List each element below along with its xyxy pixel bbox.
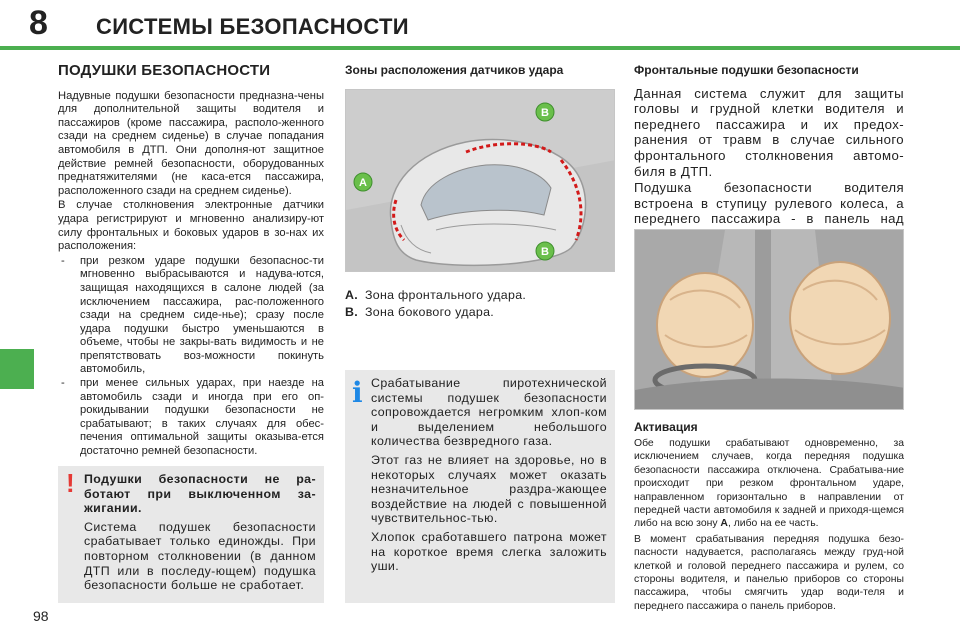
zone-label-b-top: B	[541, 107, 549, 119]
info-text	[371, 376, 607, 578]
warning-icon: !	[66, 468, 75, 498]
column-airbags-intro	[58, 64, 324, 459]
zones-legend	[345, 287, 615, 321]
list-item: - при резком ударе подушки безопаснос-ти мгновенно выбрасываются и надува-ются, защищая находящихся в салоне людей (за исключением пассажира, рас-положенного сзади на среднем сиде-нье); сразу после удара подушки быстро уменьшаются в объеме, чтобы не закры-вать видимость и не препятствовать воз-можности покинуть автомобиль,	[58, 255, 324, 377]
column-front-airbags	[634, 64, 904, 244]
list-item: - при менее сильных ударах, при наезде на автомобиль сзади и иногда при его оп-рокидывании подушки безопасности не срабатывают; в таких случаях для обес-печения оптимальной защиты оказыва-ется достаточно ремней безопасности.	[58, 377, 324, 459]
paragraph: В момент срабатывания передняя подушка безо-пасности надувается, располагаясь между груд-ной клеткой и головой переднего пассажира и рулем, со стороны водителя, и панелью приборов со стороны пассажира, чтобы смягчить удар води-теля и переднего пассажира о панель приборов.	[634, 533, 904, 612]
legend-text: Зона фронтального удара.	[365, 288, 527, 302]
paragraph: Надувные подушки безопасности предназна-чены для дополнительной защиты водителя и пассажиров (кроме пассажира, располо-женного сзади на среднем сиденье) в случае попадания автомобиля в ДТП. Они дополня-ют защитное действие ремней безопасности, оборудованных преднатяжителями (не каса-ется пассажира, расположенного сзади на среднем сиденье).	[58, 89, 324, 197]
paragraph: Подушка безопасности водителя встроена в ступицу рулевого колеса, а переднего пассажира - в панель над	[634, 180, 904, 227]
chapter-number: 8	[29, 4, 48, 42]
chapter-side-tab	[0, 349, 34, 389]
info-note	[345, 370, 615, 603]
legend-item-b	[345, 304, 615, 321]
paragraph: Этот газ не влияет на здоровье, но в некоторых случаях может оказать незначительное раздра-жающее воздействие на людей с повышенной чувствительнос-тью.	[371, 452, 607, 526]
legend-key: B.	[345, 305, 358, 319]
activation-text	[634, 437, 904, 615]
zone-ref: A	[720, 518, 728, 530]
legend-key: A.	[345, 288, 358, 302]
section-title: Зоны расположения датчиков удара	[345, 63, 564, 77]
chapter-title: СИСТЕМЫ БЕЗОПАСНОСТИ	[96, 14, 409, 39]
page-number: 98	[33, 608, 49, 624]
front-airbags-figure	[634, 229, 904, 410]
legend-item-a	[345, 287, 615, 304]
zone-label-a: A	[359, 177, 367, 189]
front-airbags-icon	[635, 230, 904, 410]
car-top-view-icon	[346, 90, 615, 272]
section-title: Фронтальные подушки безопасности	[634, 63, 859, 77]
dash-list	[58, 255, 324, 459]
legend-text: Зона бокового удара.	[365, 305, 495, 319]
column-sensor-zones	[345, 64, 615, 86]
paragraph: В случае столкновения электронные датчики удара регистрируют и мгновенно анализиру-ют силу фронтальных и боковых ударов в зо-нах их расположения:	[58, 199, 324, 253]
paragraph: Срабатывание пиротехнической системы подушек безопасности сопровождается негромким хлоп-ком и выделением небольшого количества безвредного газа.	[371, 376, 607, 449]
paragraph: Обе подушки срабатывают одновременно, за исключением случаев, когда передняя подушка безопасности пассажира отключена. Срабатыва-ние происходит при резком фронтальном ударе, направленном горизонтально в направлении от передней части автомобиля к задней и приходя-щемся либо на всю зону A, либо на ее часть.	[634, 438, 904, 530]
paragraph: Данная система служит для защиты головы и грудной клетки водителя и переднего пассажира и их предох-ранения от травм в случае сильного фронтального столкновения автомо-биля в ДТП.	[634, 85, 904, 179]
warning-title: Подушки безопасности не ра-ботают при выключенном за-жигании.	[84, 472, 316, 516]
section-title: ПОДУШКИ БЕЗОПАСНОСТИ	[58, 62, 271, 79]
warning-note	[58, 466, 324, 603]
activation-title: Активация	[634, 420, 698, 434]
paragraph: Система подушек безопасности срабатывает только единожды. При повторном столкновении (в данном ДТП или в последу-ющем) подушка безопасности больше не сработает.	[84, 519, 316, 593]
info-icon: i	[352, 376, 363, 409]
sensor-zones-figure	[345, 89, 615, 272]
header-rule	[0, 46, 960, 50]
warning-text	[84, 472, 316, 597]
zone-label-b-bottom: B	[541, 246, 549, 258]
paragraph: Хлопок сработавшего патрона может на короткое время слегка заложить уши.	[371, 529, 607, 574]
